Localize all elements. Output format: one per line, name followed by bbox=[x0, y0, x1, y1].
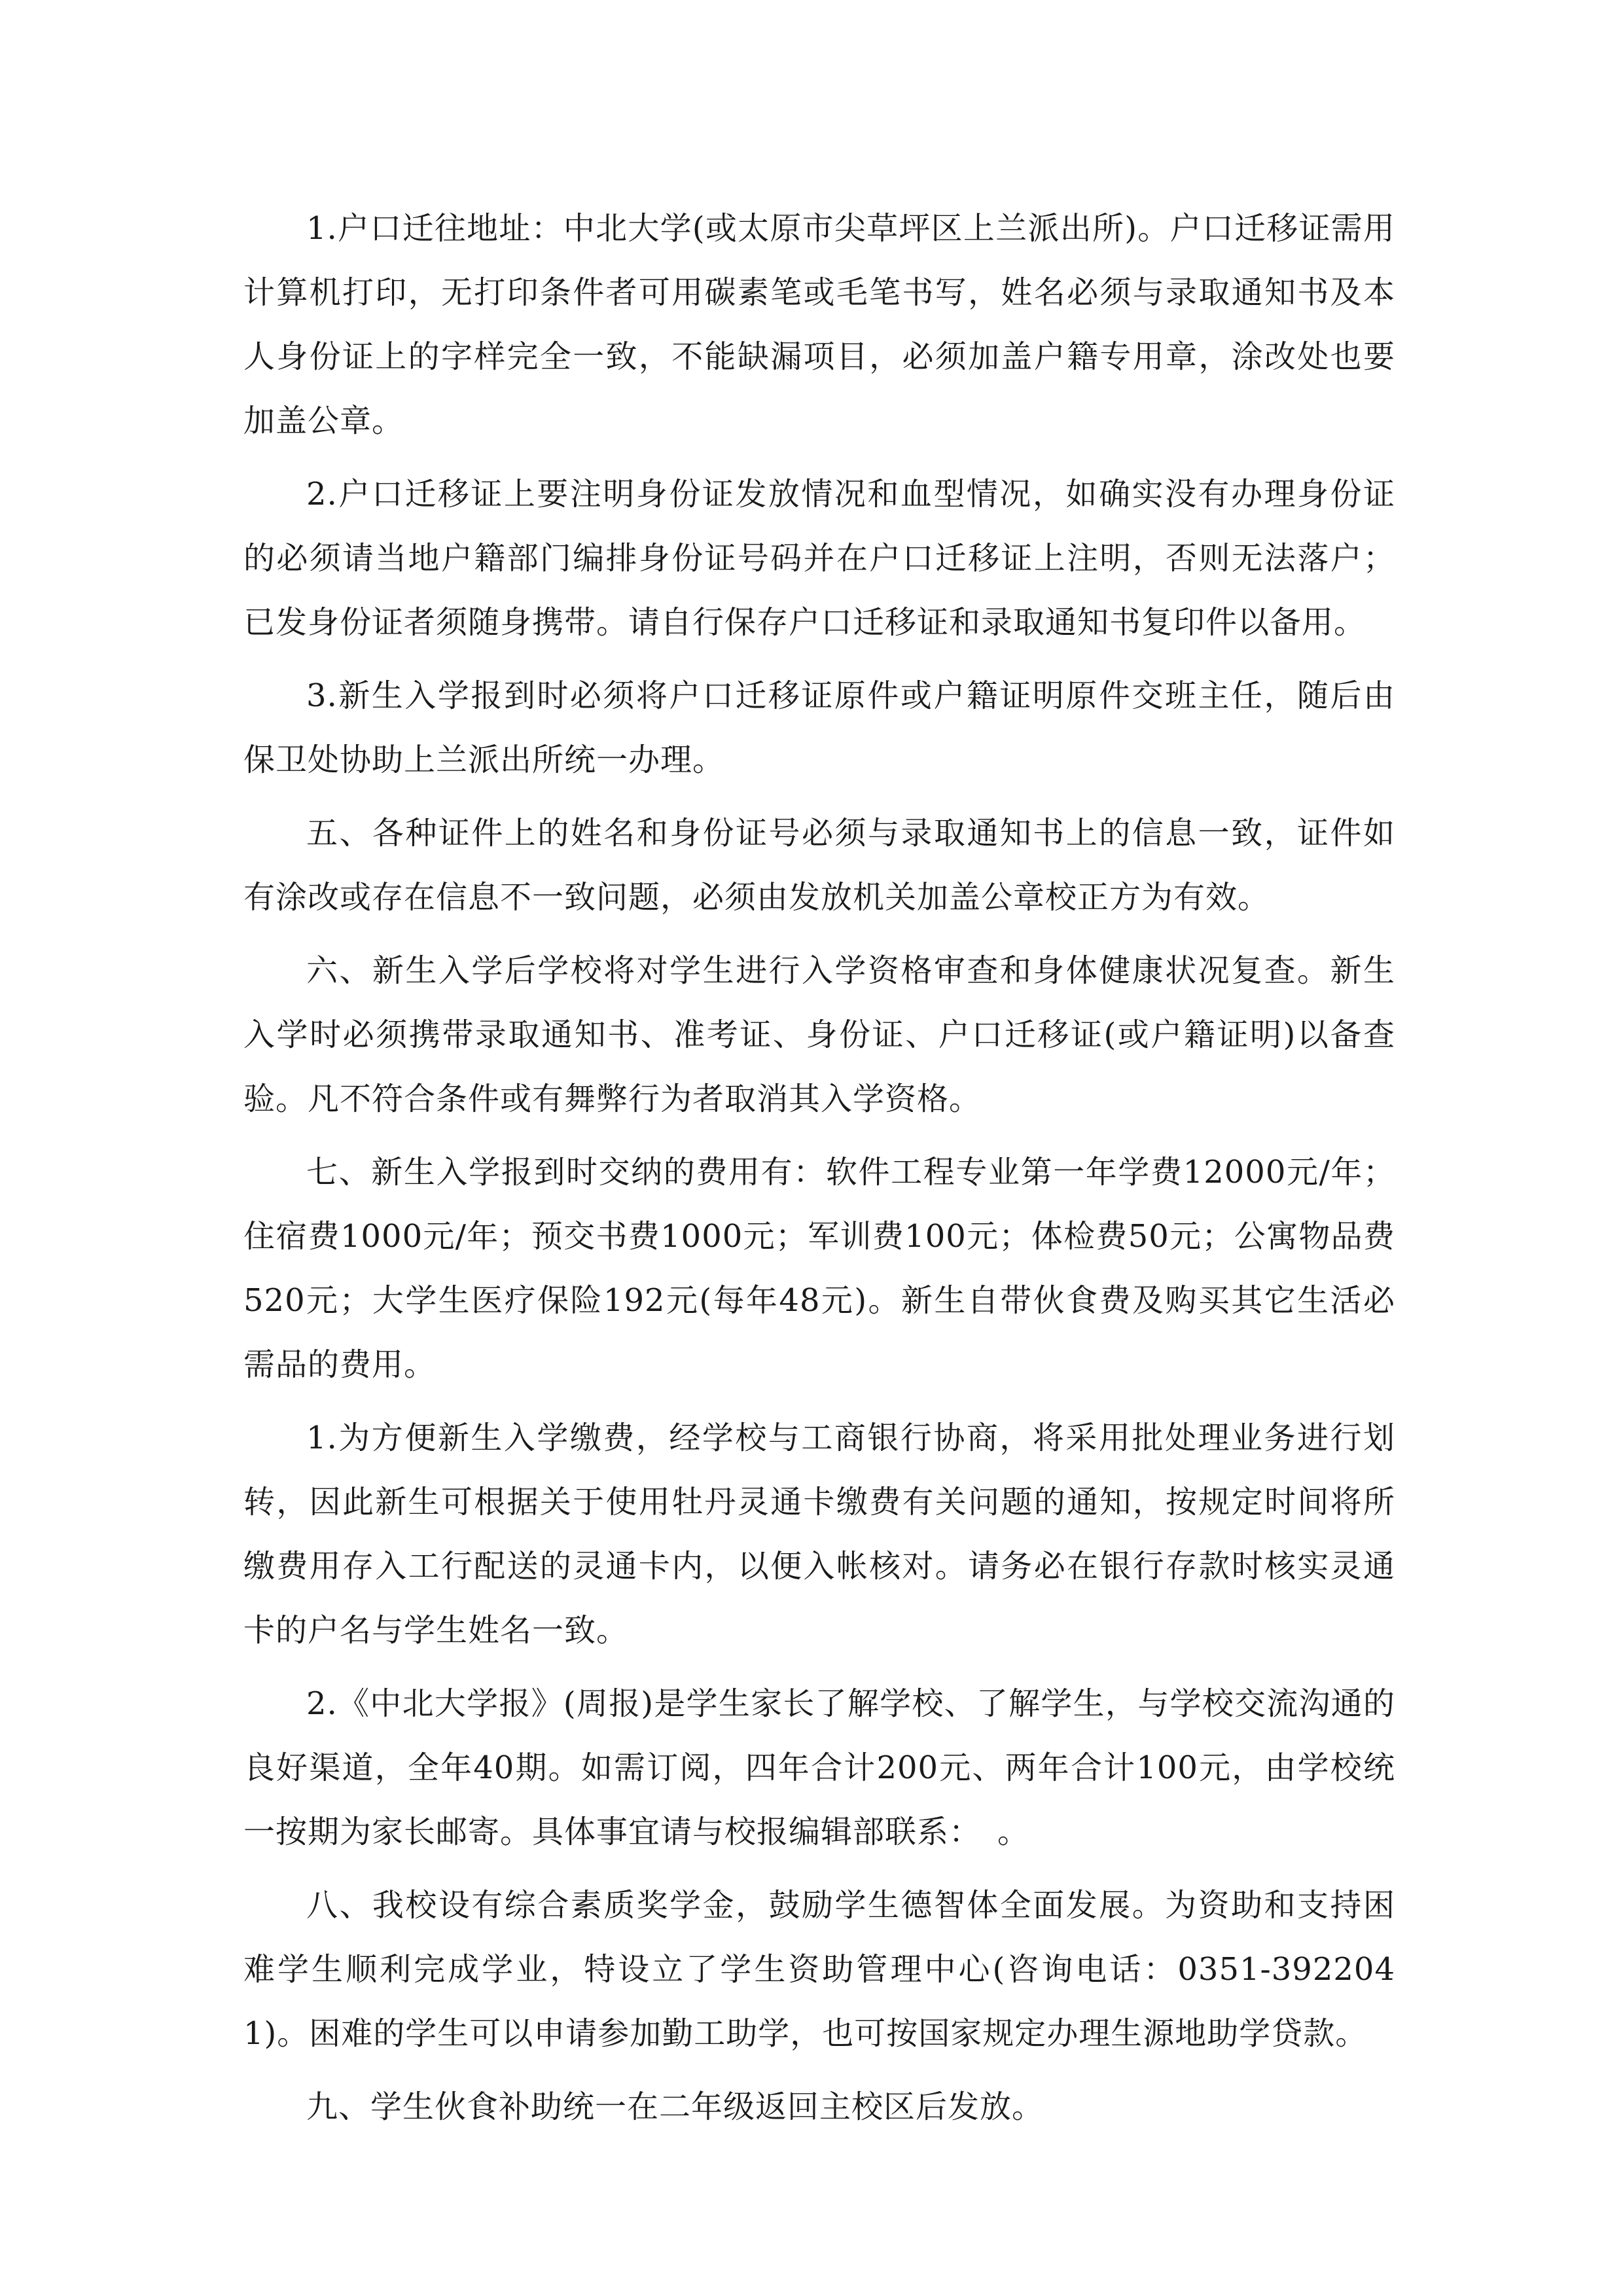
paragraph-section-six: 六、新生入学后学校将对学生进行入学资格审查和身体健康状况复查。新生入学时必须携带录取通知书、准考证、身份证、户口迁移证(或户籍证明)以备查验。凡不符合条件或有舞弊行为者取消其入学资格。 bbox=[243, 952, 1395, 1117]
paragraph-hukou-address: 1.户口迁往地址：中北大学(或太原市尖草坪区上兰派出所)。户口迁移证需用计算机打印，无打印条件者可用碳素笔或毛笔书写，姓名必须与录取通知书及本人身份证上的字样完全一致，不能缺漏项目，必须加盖户籍专用章，涂改处也要加盖公章。 bbox=[243, 210, 1395, 439]
paragraph-section-eight: 八、我校设有综合素质奖学金，鼓励学生德智体全面发展。为资助和支持困难学生顺利完成学业，特设立了学生资助管理中心(咨询电话：0351-3922041)。困难的学生可以申请参加勤工助学，也可按国家规定办理生源地助学贷款。 bbox=[243, 1887, 1395, 2052]
paragraph-section-seven: 七、新生入学报到时交纳的费用有：软件工程专业第一年学费12000元/年；住宿费1000元/年；预交书费1000元；军训费100元；体检费50元；公寓物品费520元；大学生医疗保险192元(每年48元)。新生自带伙食费及购买其它生活必需品的费用。 bbox=[243, 1154, 1395, 1383]
paragraph-hukou-id-notes: 2.户口迁移证上要注明身份证发放情况和血型情况，如确实没有办理身份证的必须请当地户籍部门编排身份证号码并在户口迁移证上注明，否则无法落户；已发身份证者须随身携带。请自行保存户口迁移证和录取通知书复印件以备用。 bbox=[243, 476, 1395, 641]
paragraph-payment-card: 1.为方便新生入学缴费，经学校与工商银行协商，将采用批处理业务进行划转，因此新生可根据关于使用牡丹灵通卡缴费有关问题的通知，按规定时间将所缴费用存入工行配送的灵通卡内，以便入帐核对。请务必在银行存款时核实灵通卡的户名与学生姓名一致。 bbox=[243, 1420, 1395, 1649]
paragraph-hukou-submission: 3.新生入学报到时必须将户口迁移证原件或户籍证明原件交班主任，随后由保卫处协助上兰派出所统一办理。 bbox=[243, 677, 1395, 778]
paragraph-section-five: 五、各种证件上的姓名和身份证号必须与录取通知书上的信息一致，证件如有涂改或存在信息不一致问题，必须由发放机关加盖公章校正方为有效。 bbox=[243, 815, 1395, 916]
document-body bbox=[243, 196, 1395, 2148]
paragraph-school-newspaper: 2.《中北大学报》(周报)是学生家长了解学校、了解学生，与学校交流沟通的良好渠道，全年40期。如需订阅，四年合计200元、两年合计100元，由学校统一按期为家长邮寄。具体事宜请与校报编辑部联系： 。 bbox=[243, 1685, 1395, 1850]
paragraph-section-nine: 九、学生伙食补助统一在二年级返回主校区后发放。 bbox=[306, 2089, 1044, 2125]
